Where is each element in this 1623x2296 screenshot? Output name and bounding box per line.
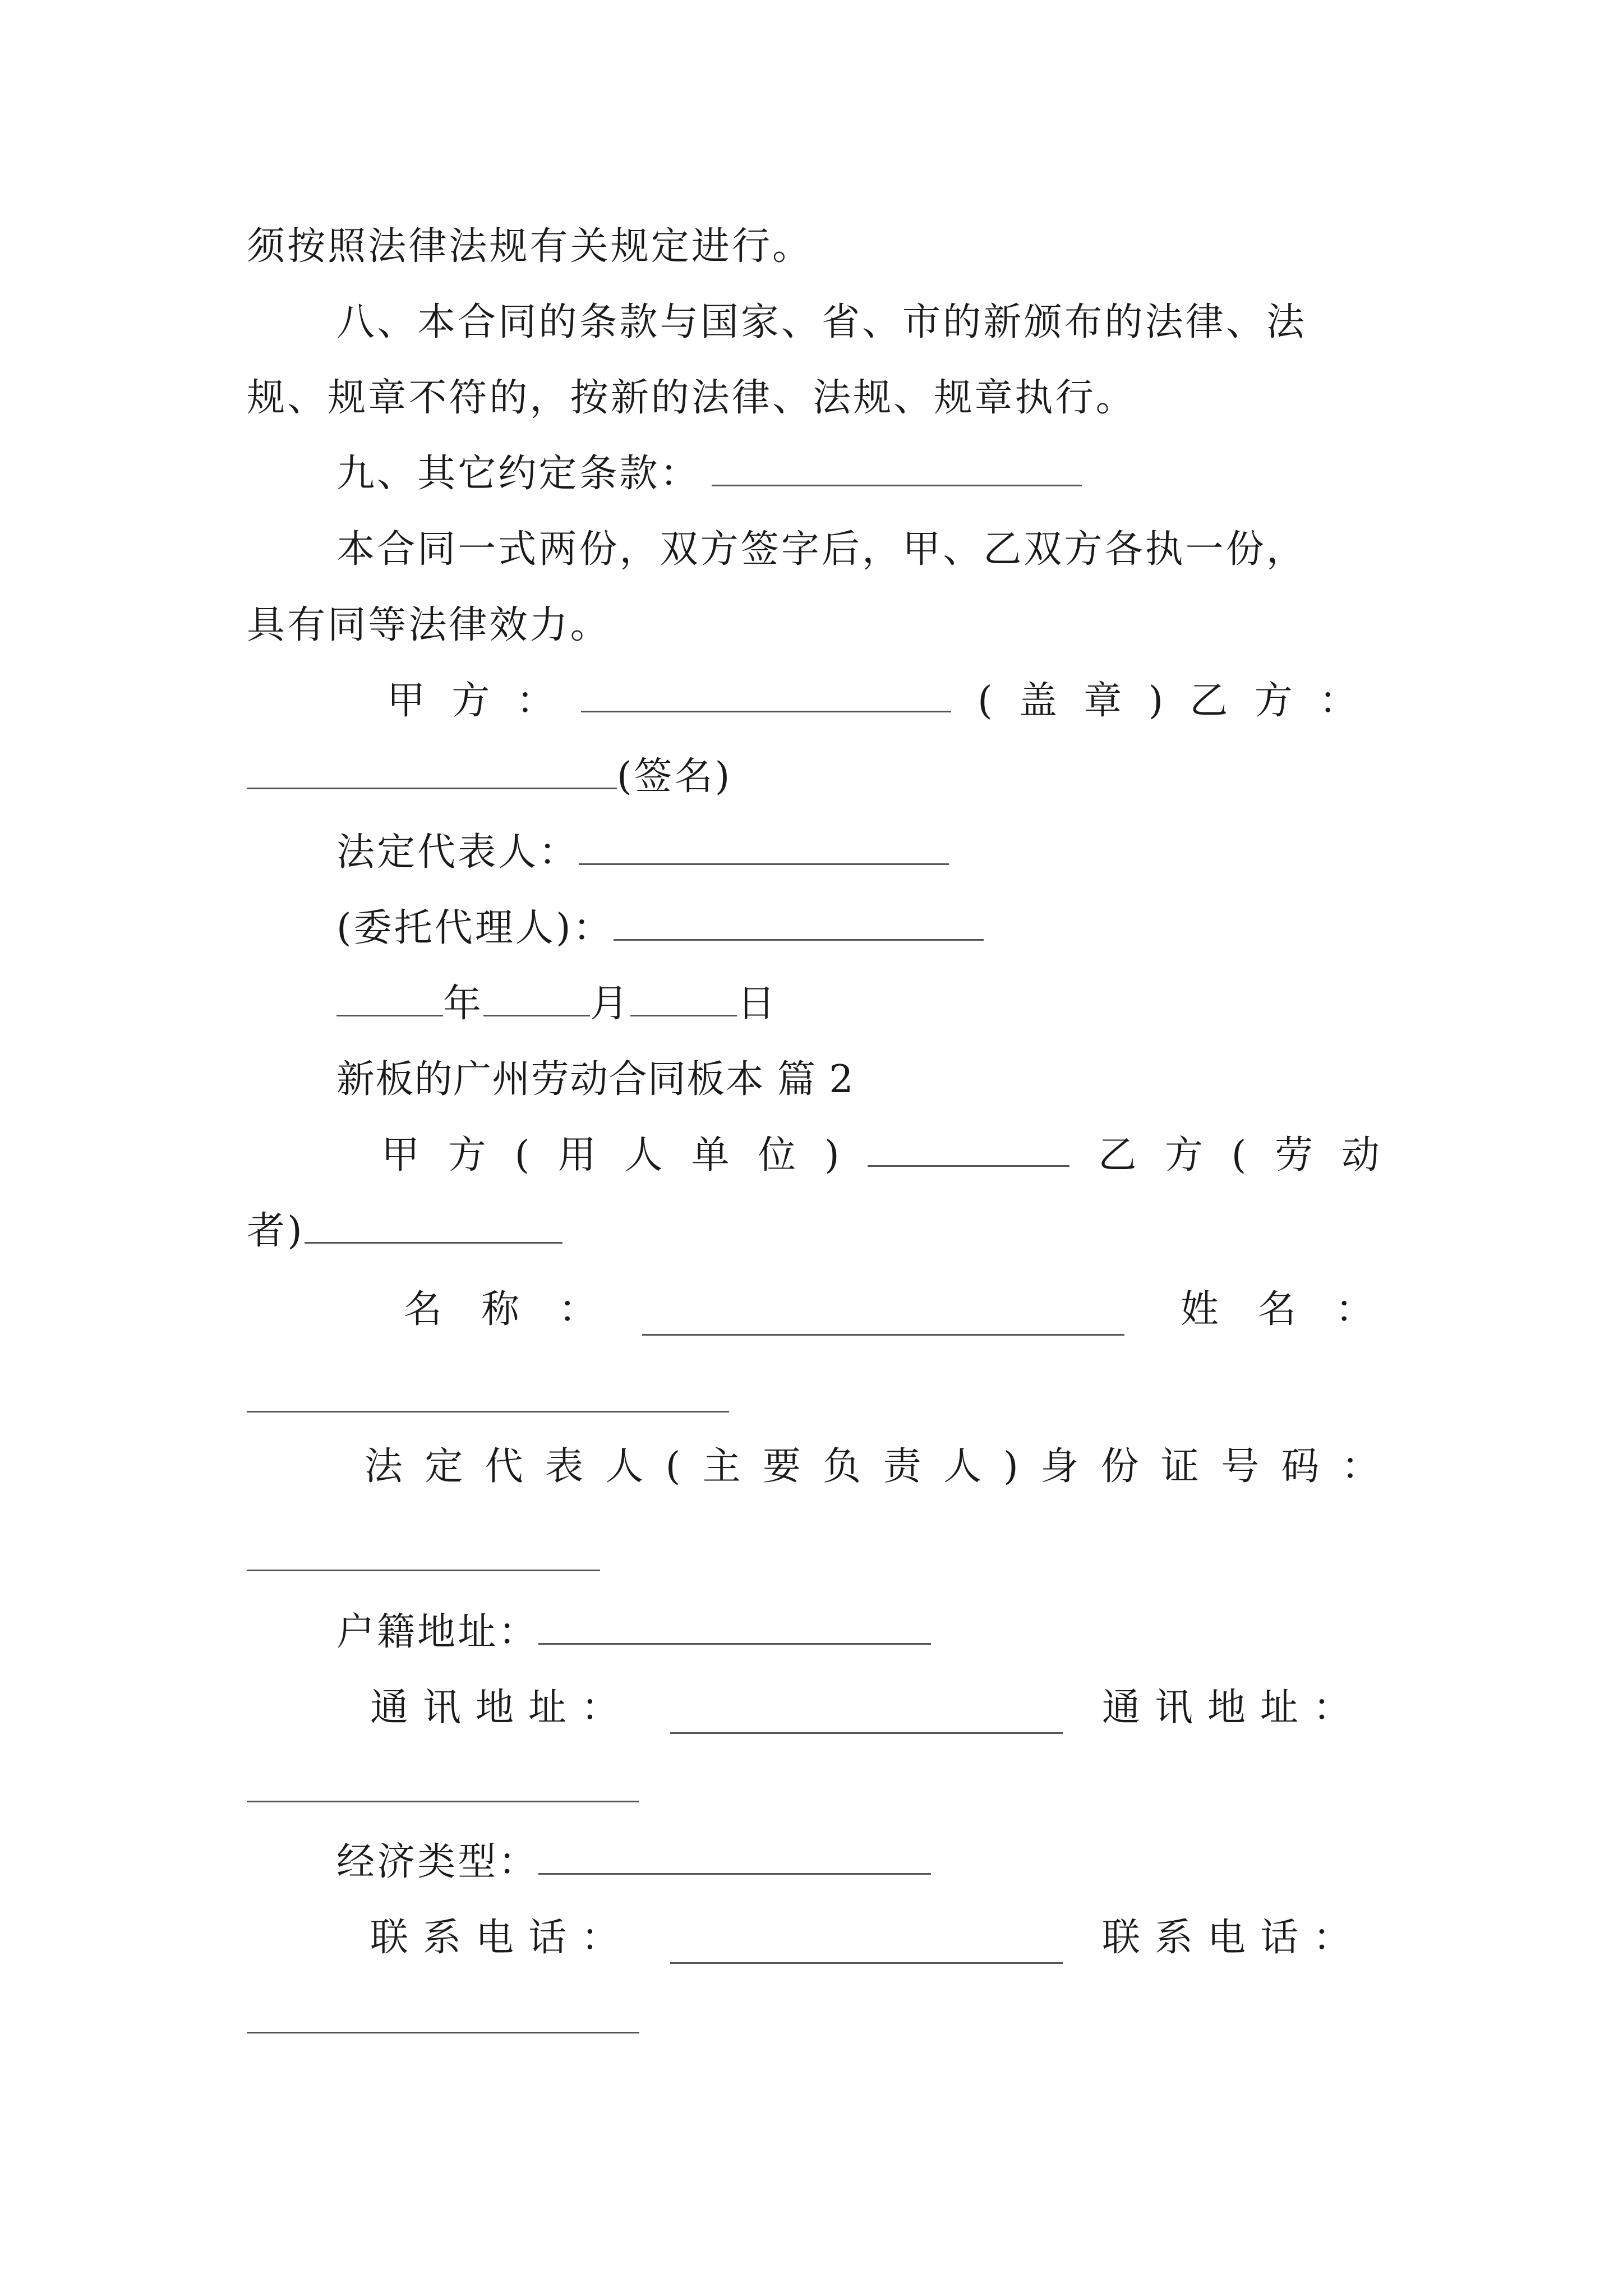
char: 讯 [423,1686,462,1730]
char: 姓 [1181,1287,1219,1332]
employee-address-blank[interactable] [247,1801,639,1802]
char: 电 [476,1916,514,1960]
char: 身 [1040,1444,1079,1489]
other-terms-blank[interactable] [712,450,1082,486]
text: 规、规章不符的，按新的法律、法规、规章执行。 [247,376,1136,420]
char: 方 [1164,1133,1203,1177]
char: 责 [883,1444,921,1489]
char: 电 [1207,1916,1246,1960]
char: 话 [1260,1916,1299,1960]
text: 具有同等法律效力。 [247,603,611,647]
agent-blank[interactable] [614,904,984,941]
char: ( [665,1444,681,1489]
char: 码 [1281,1444,1320,1489]
clause-eight [336,297,1307,348]
char: ： [559,1287,597,1332]
economic-type-blank[interactable] [538,1838,931,1875]
person-name-blank[interactable] [247,1411,729,1412]
day-label: 日 [737,982,778,1026]
char: ( [978,679,993,723]
party-a-blank[interactable] [581,676,951,712]
section-heading [336,1055,854,1105]
text: 八、本合同的条款与国家、省、市的新颁布的法律、法 [336,300,1307,344]
label: 经济类型： [336,1840,539,1884]
contact-address-row-right [1102,1683,1351,1733]
char: 系 [423,1916,462,1960]
char: 通 [1102,1686,1141,1730]
char: 址 [1260,1686,1299,1730]
employer-phone-blank[interactable] [670,1962,1063,1964]
date-row [336,979,777,1029]
phone-row-right [1102,1913,1351,1963]
char: 乙 [1098,1133,1137,1177]
text-line [336,524,1307,575]
contact-address-row [370,1683,619,1733]
signature-row [247,752,732,802]
agent-row [336,903,984,954]
char: 表 [545,1444,584,1489]
char: 要 [762,1444,801,1489]
char: 单 [691,1133,730,1177]
char: 地 [476,1686,514,1730]
char: 联 [370,1916,409,1960]
char: 人 [624,1133,663,1177]
char: 定 [425,1444,463,1489]
char: 劳 [1275,1133,1313,1177]
char: 代 [485,1444,523,1489]
char: ： [1318,679,1357,723]
char: 证 [1160,1444,1199,1489]
company-name-blank[interactable] [642,1334,1124,1336]
legal-rep-id-row [365,1442,1380,1492]
char: 盖 [1018,679,1057,723]
char: 称 [481,1287,520,1332]
text: 法定代表人： [336,830,579,875]
name-row [404,1285,597,1335]
char: ： [1335,1287,1374,1332]
char: 章 [1083,679,1122,723]
month-blank[interactable] [483,980,590,1016]
year-blank[interactable] [336,980,443,1016]
char: 法 [365,1444,403,1489]
heading-text: 新板的广州劳动合同板本 篇 2 [336,1057,854,1102]
party-sign-row [387,676,1357,726]
char: ： [1341,1444,1380,1489]
char: 址 [528,1686,567,1730]
month-label: 月 [590,982,631,1026]
text: (签名) [617,754,732,799]
char: 联 [1102,1916,1141,1960]
text-line [247,373,1136,424]
party-b-sign-blank[interactable] [247,753,617,789]
char: ( [514,1133,530,1177]
text: 九、其它约定条款： [336,452,700,496]
char: 甲 [387,679,426,723]
person-name-row [1181,1285,1373,1335]
char: ： [1313,1686,1352,1730]
char: 动 [1341,1133,1380,1177]
char: 负 [823,1444,861,1489]
char: ) [1148,679,1164,723]
char: ) [824,1133,840,1177]
employer-address-blank[interactable] [670,1732,1063,1734]
char: 通 [370,1686,409,1730]
char: ( [1231,1133,1247,1177]
employee-blank[interactable] [305,1207,562,1244]
char: 主 [702,1444,741,1489]
char: 方 [448,1133,486,1177]
char: 方 [451,679,490,723]
text-line [247,222,813,272]
char: 人 [943,1444,981,1489]
char: 名 [404,1287,442,1332]
char: ) [1003,1444,1018,1489]
text: 者) [247,1209,305,1253]
employee-phone-blank[interactable] [247,2032,639,2033]
year-label: 年 [443,982,484,1026]
char: ： [516,679,555,723]
char: ： [581,1916,620,1960]
char: 系 [1155,1916,1193,1960]
employer-blank[interactable] [868,1130,1069,1167]
char: 号 [1221,1444,1260,1489]
text: (委托代理人)： [336,906,614,950]
economic-type-row [336,1837,931,1888]
text-line [247,600,611,651]
employer-employee-row [381,1130,1380,1181]
text: 本合同一式两份，双方签字后，甲、乙双方各执一份， [336,527,1307,572]
char: 方 [1254,679,1293,723]
employee-row [247,1206,562,1257]
char: ： [581,1686,620,1730]
legal-rep-blank[interactable] [579,829,949,865]
char: 用 [557,1133,596,1177]
clause-nine [336,449,1082,499]
char: 名 [1258,1287,1297,1332]
char: 位 [758,1133,796,1177]
char: 地 [1207,1686,1246,1730]
household-address-blank[interactable] [538,1608,931,1645]
id-number-blank[interactable] [247,1570,600,1571]
text: 须按照法律法规有关规定进行。 [247,224,813,269]
char: ： [1313,1916,1352,1960]
char: 话 [528,1916,567,1960]
household-address-row [336,1607,931,1658]
char: 讯 [1155,1686,1193,1730]
char: 人 [605,1444,644,1489]
char: 甲 [381,1133,420,1177]
day-blank[interactable] [630,980,737,1016]
char: 份 [1100,1444,1139,1489]
legal-rep-row [336,827,949,878]
phone-row [370,1913,619,1963]
char: 乙 [1189,679,1228,723]
label: 户籍地址： [336,1610,539,1654]
